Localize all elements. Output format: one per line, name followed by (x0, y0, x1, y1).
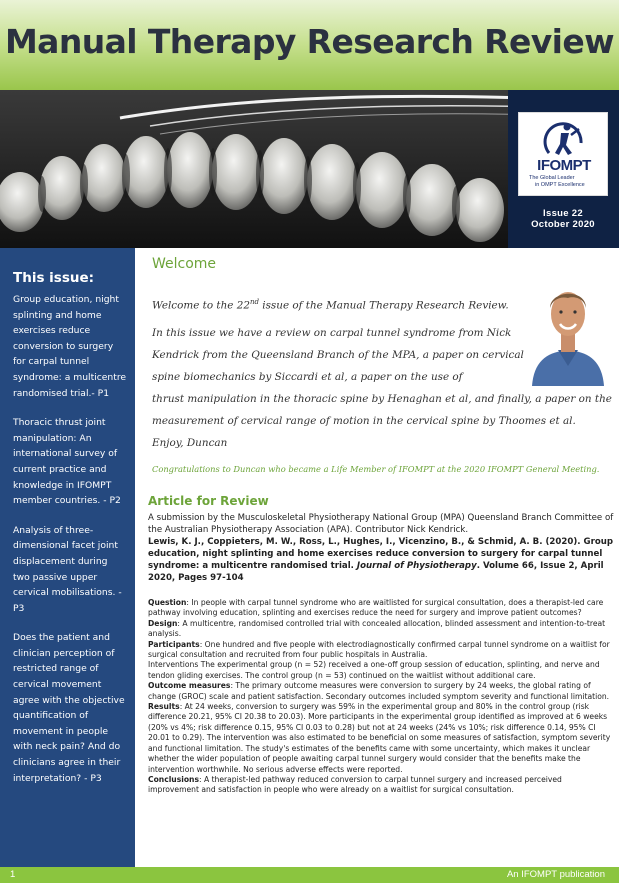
issue-info (518, 208, 608, 230)
ifompt-emblem-icon (519, 113, 609, 159)
sidebar-contents (0, 248, 135, 867)
portrait-image (528, 270, 608, 386)
publisher-label: An IFOMPT publication (506, 869, 605, 880)
sidebar-item-facet-joint[interactable]: Analysis of three-dimensional facet joint displacement during two passive upper cervical mobilisations. - P3 (13, 524, 122, 614)
logo-wordmark: IFOMPT (537, 157, 591, 174)
congrats-note: Congratulations to Duncan who became a Life Member of IFOMPT at the 2020 IFOMPT General Meeting. (152, 464, 600, 474)
question-section: Question: In people with carpal tunnel syndrome who are waitlisted for surgical consultation, does a therapist-led care pathway involving education, splinting and exercises reduce the need for surgery and improve patient outcomes? (148, 598, 604, 618)
welcome-signoff: Enjoy, Duncan (152, 437, 228, 449)
welcome-heading: Welcome (152, 256, 217, 272)
design-section: Design: A multicentre, randomised controlled trial with concealed allocation, blinded assessment and intention-to-treat analysis. (148, 618, 606, 639)
sidebar-item-carpal-tunnel[interactable]: Group education, night splinting and home exercises reduce conversion to surgery for carpal tunnel syndrome: a multicentre randomised trial.- P1 (13, 294, 127, 399)
masthead (0, 0, 619, 98)
page-number: 1 (10, 869, 16, 880)
welcome-body-narrow: In this issue we have a review on carpal tunnel syndrome from Nick Kendrick from the Queensland Branch of the MPA, a paper on cervical spine biomechanics by Siccardi et al, a paper on the use of (152, 327, 524, 383)
participants-section: Participants: One hundred and five people with electrodiagnostically confirmed carpal tunnel syndrome on a waitlist for surgical consultation and recruited from four public hospitals in Australia. (148, 639, 610, 660)
conclusions-section: Conclusions: A therapist-led pathway reduced conversion to carpal tunnel surgery and increased perceived improvement and satisfaction in people who were already on a waitlist for surgical consultation. (148, 774, 562, 795)
results-section: Results: At 24 weeks, conversion to surgery was 59% in the experimental group and 80% in the control group (risk difference 20.21, 95% CI 20.38 to 20.03). More participants in the experimental group identified as improved at 6 weeks (20% vs 4%; risk difference 0.15, 95% CI 0.03 to 0.28) but not at 24 weeks (24% vs 10%; risk difference 0.14, 95% CI 20.01 to 0.29). The intervention was also estimated to be beneficial on some measures of satisfaction, symptom severity and functional limitation. The study's estimates of the benefits came with some uncertainty, which makes it unclear whether the wider population of people awaiting carpal tunnel surgery would consider that the benefits make the intervention worthwhile. No serious adverse effects were reported. (148, 702, 611, 774)
sidebar-item-thoracic-thrust[interactable]: Thoracic thrust joint manipulation: An international survey of current practice and knowledge in IFOMPT member countries. - P2 (13, 417, 121, 507)
submission-text: A submission by the Musculoskeletal Physiotherapy National Group (MPA) Queensland Branch Committee of the Australian Physiotherapy Association (APA). Contributor Nick Kendrick. (148, 513, 614, 535)
article-heading: Article for Review (148, 494, 269, 508)
page-bottom-margin (0, 883, 619, 889)
sidebar-title: This issue: (13, 270, 95, 286)
article-citation (148, 512, 614, 584)
welcome-intro: Welcome to the 22nd issue of the Manual Therapy Research Review. (152, 298, 509, 312)
newsletter-title: Manual Therapy Research Review (4, 22, 615, 61)
outcome-section: Outcome measures: The primary outcome measures were conversion to surgery by 24 weeks, the global rating of change (GROC) scale and patient satisfaction. Secondary outcomes included symptom severity and functional limitation. (148, 681, 610, 701)
welcome-body-wide: thrust manipulation in the thoracic spine by Henaghan et al, and finally, a paper on the measurement of cervical range of motion in the cervical spine by Thoomes et al. (152, 393, 612, 427)
sidebar-item-cervical-range[interactable]: Does the patient and clinician perception of restricted range of cervical movement agree with the objective quantification of movement in people with neck pain? And do clinicians agree in their interpretation? - P3 (13, 632, 125, 784)
article-summary (148, 598, 614, 796)
main-column (148, 248, 614, 867)
issue-number: Issue 22 (543, 208, 583, 219)
logo-tagline: The Global Leader in OMPT Excellence (529, 175, 585, 188)
issue-date: October 2020 (531, 219, 595, 230)
interventions-section: Interventions The experimental group (n = 52) received a one-off group session of education, splinting, and nerve and tendon gliding exercises. The control group (n = 53) continued on the waitlist without additional care. (148, 660, 600, 680)
reference: Lewis, K. J., Coppieters, M. W., Ross, L., Hughes, I., Vicenzino, B., & Schmid, A. B. (2020). Group education, night splinting and home exercises reduce conversion to surgery for carpal tunnel syndrome: a multicentre randomised trial. Journal of Physiotherapy. Volume 66, Issue 2, April 2020, Pages 97-104 (148, 537, 613, 583)
editor-portrait (528, 270, 608, 386)
ifompt-logo (518, 112, 608, 196)
footer-bar (0, 867, 619, 883)
